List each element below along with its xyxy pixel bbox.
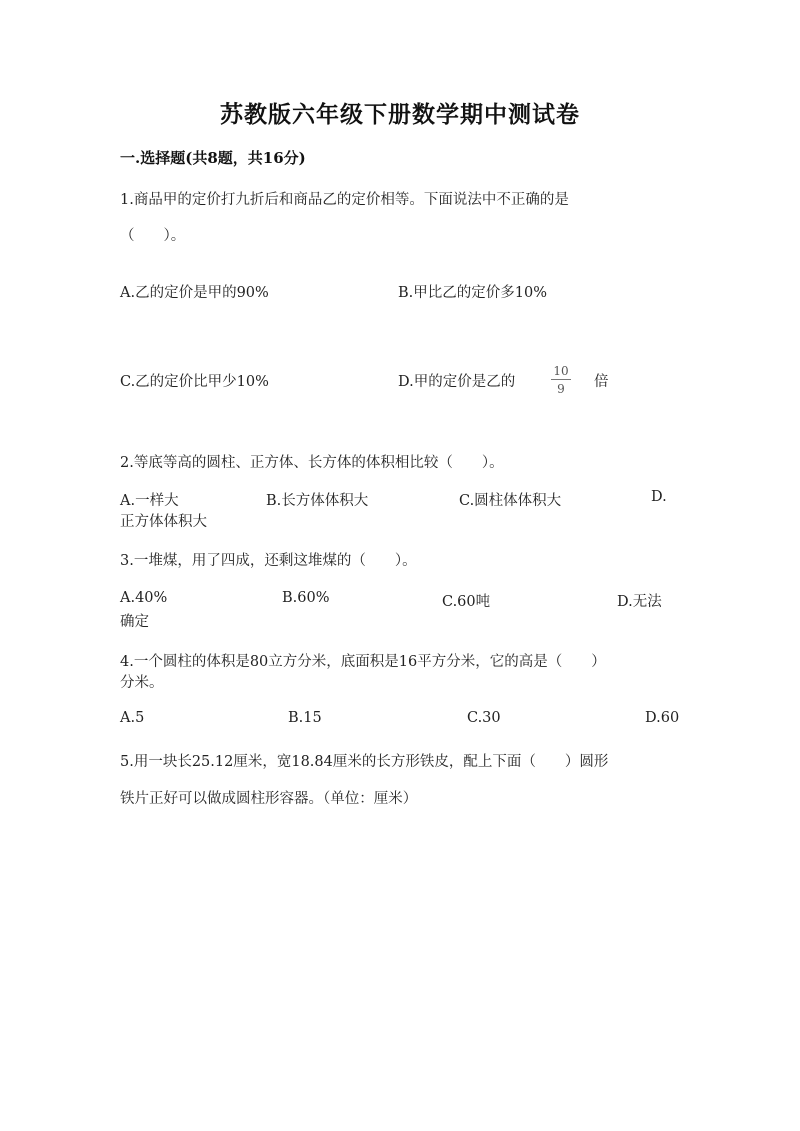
question-1-option-d: D.甲的定价是乙的 bbox=[398, 374, 516, 390]
section-heading: 一.选择题(共8题，共16分) bbox=[120, 149, 306, 167]
question-4-option-c: C.30 bbox=[467, 710, 501, 726]
question-4-option-b: B.15 bbox=[288, 710, 322, 726]
question-1-option-b: B.甲比乙的定价多10% bbox=[398, 285, 547, 301]
question-5-stem: 5.用一块长25.12厘米，宽18.84厘米的长方形铁皮，配上下面（ ）圆形 bbox=[120, 754, 609, 770]
question-3-option-d: D.无法 bbox=[617, 594, 662, 610]
question-3-option-d-cont: 确定 bbox=[120, 614, 149, 630]
question-1-blank: （ ）。 bbox=[120, 228, 186, 244]
question-4-stem-cont: 分米。 bbox=[120, 675, 164, 691]
question-1-stem: 1.商品甲的定价打九折后和商品乙的定价相等。下面说法中不正确的是 bbox=[120, 192, 569, 208]
fraction-numerator: 10 bbox=[553, 364, 569, 378]
question-2-option-c: C.圆柱体体积大 bbox=[459, 493, 562, 509]
question-4-stem: 4.一个圆柱的体积是80立方分米，底面积是16平方分米，它的高是（ ） bbox=[120, 654, 606, 670]
page-title: 苏教版六年级下册数学期中测试卷 bbox=[220, 101, 580, 128]
question-4-option-a: A.5 bbox=[120, 710, 145, 726]
question-2-option-b: B.长方体体积大 bbox=[266, 493, 369, 509]
question-2-stem: 2.等底等高的圆柱、正方体、长方体的体积相比较（ ）。 bbox=[120, 455, 504, 471]
question-3-stem: 3.一堆煤，用了四成，还剩这堆煤的（ ）。 bbox=[120, 553, 417, 569]
question-3-option-c: C.60吨 bbox=[442, 594, 491, 610]
question-3-option-b: B.60% bbox=[282, 590, 330, 606]
question-3-option-a: A.40% bbox=[120, 590, 168, 606]
question-2-option-d: D. bbox=[651, 489, 667, 505]
question-1-option-d-suffix: 倍 bbox=[594, 374, 609, 390]
fraction-ten-ninths bbox=[551, 364, 571, 396]
question-2-option-d-cont: 正方体体积大 bbox=[120, 514, 207, 530]
question-2-option-a: A.一样大 bbox=[120, 493, 179, 509]
question-1-option-c: C.乙的定价比甲少10% bbox=[120, 374, 269, 390]
question-4-option-d: D.60 bbox=[645, 710, 680, 726]
question-5-stem-cont: 铁片正好可以做成圆柱形容器。（单位：厘米） bbox=[120, 791, 418, 807]
fraction-bar bbox=[551, 379, 571, 380]
fraction-denominator: 9 bbox=[557, 382, 565, 396]
question-1-option-a: A.乙的定价是甲的90% bbox=[120, 285, 269, 301]
